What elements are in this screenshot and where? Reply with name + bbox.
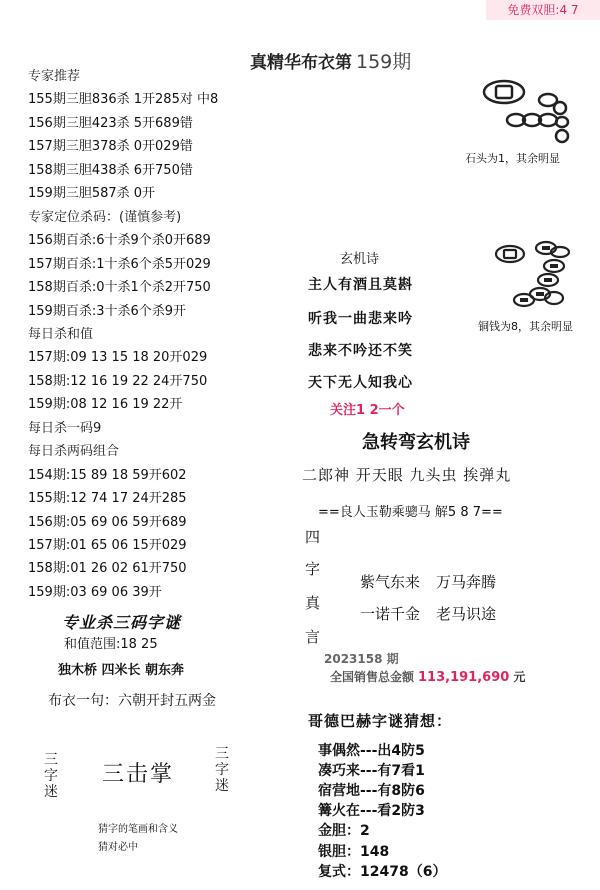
- follow-note: 关注1 2一个: [330, 403, 405, 418]
- list-item: 158期百杀:0十杀1个杀2开750: [28, 280, 211, 295]
- poem-title: 玄机诗: [340, 252, 380, 267]
- sizi-char: 真: [305, 594, 321, 612]
- goethe-line: 银胆：148: [318, 844, 390, 860]
- goethe-line: 篝火在---看2防3: [318, 803, 425, 819]
- stone-caption: 石头为1，其余明显: [465, 152, 560, 165]
- section-heading: 专家定位杀码：(谨慎参考): [28, 210, 182, 225]
- bu-yi-sentence: 布衣一句：六朝开封五两金: [48, 693, 216, 709]
- coin-caption: 铜钱为8，其余明显: [478, 320, 573, 333]
- goethe-line: 金胆：2: [318, 823, 370, 839]
- sum-range: 和值范围:18 25: [64, 637, 158, 652]
- section-heading: 每日杀和值: [28, 327, 94, 342]
- riddle-big-word: 三击掌: [102, 762, 175, 787]
- list-item: 159期百杀:3十杀6个杀9开: [28, 304, 187, 319]
- riddle-hint: 猜字的笔画和含义: [98, 824, 178, 835]
- riddle-hint-2: 猜对必中: [98, 842, 138, 853]
- goethe-line: 事偶然---出4防5: [318, 743, 425, 759]
- top-banner: 免费双胆:4 7: [486, 0, 600, 20]
- page-title-issue: 159期: [356, 51, 412, 73]
- section-title: 急转弯玄机诗: [362, 432, 470, 453]
- idiom: 老马识途: [436, 605, 497, 623]
- riddle-title: 专业杀三码字谜: [62, 613, 182, 632]
- goethe-line: 凑巧来---有7看1: [318, 763, 425, 779]
- sales-unit: 元: [513, 670, 526, 684]
- list-item: 158期:01 26 02 61开750: [28, 561, 187, 576]
- section-heading: 每日杀两码组合: [28, 444, 120, 459]
- list-item: 159期三胆587杀 0开: [28, 186, 156, 201]
- sales-amount: 113,191,690: [418, 670, 510, 685]
- section-heading: 专家推荐: [28, 69, 81, 84]
- list-item: 157期:09 13 15 18 20开029: [28, 350, 208, 365]
- sizi-char: 字: [305, 560, 321, 578]
- page-title-text: 真精华布衣第: [250, 53, 352, 73]
- idiom: 紫气东来: [360, 573, 421, 591]
- poem-line: 听我一曲悲来吟: [308, 311, 413, 327]
- list-item: 154期:15 89 18 59开602: [28, 468, 187, 483]
- list-item: 157期:01 65 06 15开029: [28, 538, 187, 553]
- poem-line: 天下无人知我心: [308, 375, 413, 391]
- sales-label: 全国销售总金额: [330, 670, 415, 684]
- list-item: 158期:12 16 19 22 24开750: [28, 374, 208, 389]
- list-item: 155期三胆836杀 1开285对 中8: [28, 92, 219, 107]
- sizi-char: 言: [305, 628, 321, 646]
- list-item: 155期:12 74 17 24开285: [28, 491, 187, 506]
- page-title: [250, 47, 411, 74]
- vertical-label-right: 三字迷: [215, 746, 229, 794]
- draw-issue: 2023158 期: [324, 652, 399, 666]
- gods-line: 二郎神 开天眼 九头虫 挨弹丸: [302, 466, 512, 484]
- goethe-title: 哥德巴赫字谜猜想：: [308, 712, 453, 730]
- goethe-line: 宿营地---有8防6: [318, 783, 425, 799]
- list-item: 159期:03 69 06 39开: [28, 585, 162, 600]
- stone-picture: [470, 74, 580, 146]
- list-item: 159期:08 12 16 19 22开: [28, 397, 183, 412]
- idiom-row: [360, 603, 496, 624]
- horse-line: ==良人玉勒乘骢马 解5 8 7==: [318, 505, 503, 520]
- idiom-row: [360, 571, 496, 592]
- sales-line: [330, 668, 525, 685]
- list-item: 157期三胆378杀 0开029错: [28, 139, 193, 154]
- sizi-char: 四: [305, 528, 321, 546]
- poem-line: 悲来不吟还不笑: [308, 343, 413, 359]
- list-item: 156期百杀:6十杀9个杀0开689: [28, 233, 211, 248]
- goethe-line: 复式：12478（6）: [318, 864, 447, 880]
- riddle-words: 独木桥 四米长 朝东奔: [58, 663, 185, 678]
- list-item: 156期三胆423杀 5开689错: [28, 116, 193, 131]
- list-item: 156期:05 69 06 59开689: [28, 515, 187, 530]
- list-item: 157期百杀:1十杀6个杀5开029: [28, 257, 211, 272]
- section-heading: 每日杀一码9: [28, 421, 102, 436]
- poem-line: 主人有酒且莫斟: [308, 277, 413, 293]
- vertical-label-left: 三字迷: [44, 752, 58, 800]
- idiom: 万马奔腾: [436, 573, 497, 591]
- list-item: 158期三胆438杀 6开750错: [28, 163, 193, 178]
- coin-picture: [488, 238, 588, 312]
- idiom: 一诺千金: [360, 605, 421, 623]
